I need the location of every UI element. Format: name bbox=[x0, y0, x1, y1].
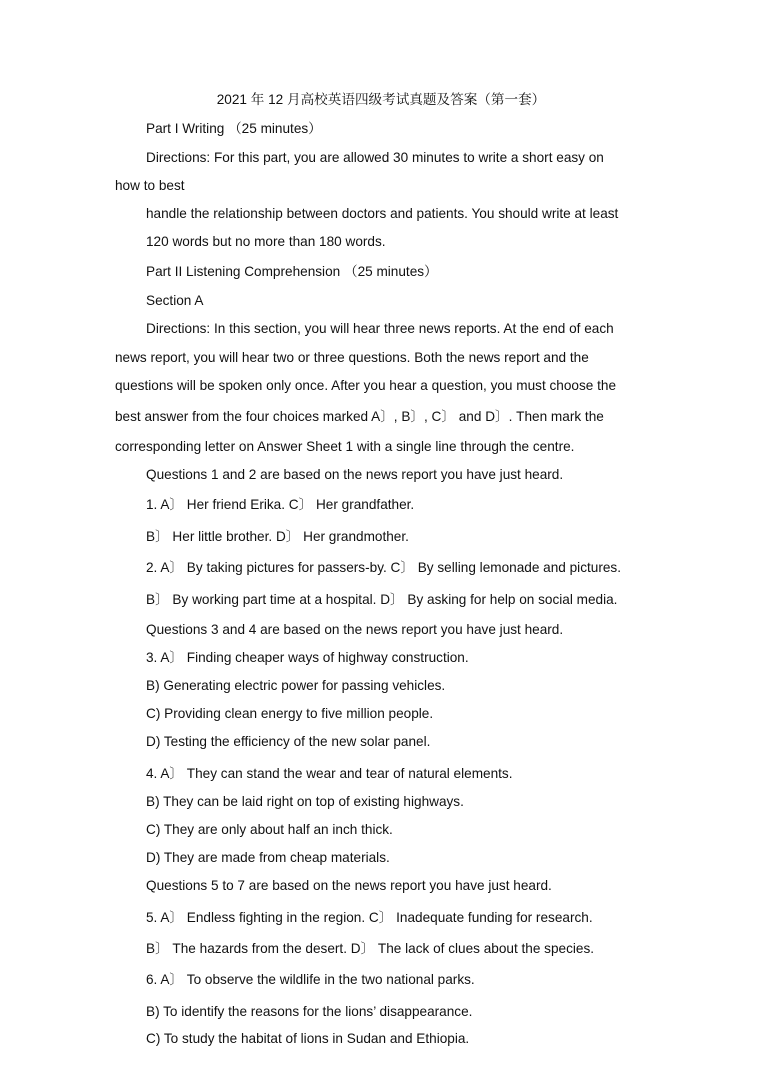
question-4-option: C) They are only about half an inch thick. bbox=[146, 822, 393, 837]
question-1-options: B〕 Her little brother. D〕 Her grandmother. bbox=[146, 529, 409, 544]
question-3-option: C) Providing clean energy to five million people. bbox=[146, 706, 434, 721]
listening-directions-line: best answer from the four choices marked A〕, B〕, C〕 and D〕. Then mark the bbox=[115, 409, 604, 424]
section-a-heading: Section A bbox=[146, 293, 204, 308]
question-4-option: D) They are made from cheap materials. bbox=[146, 850, 390, 865]
writing-directions-line: handle the relationship between doctors and patients. You should write at least bbox=[146, 206, 619, 221]
question-group-intro: Questions 1 and 2 are based on the news report you have just heard. bbox=[146, 467, 564, 482]
question-5-options: B〕 The hazards from the desert. D〕 The lack of clues about the species. bbox=[146, 941, 595, 956]
listening-directions-line: Directions: In this section, you will hear three news reports. At the end of each bbox=[146, 321, 614, 336]
question-3-option: D) Testing the efficiency of the new solar panel. bbox=[146, 734, 431, 749]
writing-directions-line: how to best bbox=[115, 178, 185, 193]
writing-directions-line: 120 words but no more than 180 words. bbox=[146, 234, 386, 249]
part1-heading: Part I Writing （25 minutes） bbox=[146, 121, 322, 136]
question-6-option: C) To study the habitat of lions in Sudan and Ethiopia. bbox=[146, 1031, 470, 1046]
question-group-intro: Questions 5 to 7 are based on the news report you have just heard. bbox=[146, 878, 552, 893]
question-3-option: 3. A〕 Finding cheaper ways of highway construction. bbox=[146, 650, 469, 665]
document-title: 2021 年 12 月高校英语四级考试真题及答案（第一套） bbox=[216, 92, 546, 107]
question-4-option: B) They can be laid right on top of existing highways. bbox=[146, 794, 464, 809]
question-2-options: 2. A〕 By taking pictures for passers-by. C〕 By selling lemonade and pictures. bbox=[146, 560, 621, 575]
writing-directions-line: Directions: For this part, you are allowed 30 minutes to write a short easy on bbox=[146, 150, 604, 165]
listening-directions-line: questions will be spoken only once. After you hear a question, you must choose the bbox=[115, 378, 617, 393]
listening-directions-line: news report, you will hear two or three questions. Both the news report and the bbox=[115, 350, 589, 365]
question-group-intro: Questions 3 and 4 are based on the news report you have just heard. bbox=[146, 622, 564, 637]
question-1-options: 1. A〕 Her friend Erika. C〕 Her grandfather. bbox=[146, 497, 415, 512]
question-4-option: 4. A〕 They can stand the wear and tear of natural elements. bbox=[146, 766, 513, 781]
listening-directions-line: corresponding letter on Answer Sheet 1 with a single line through the centre. bbox=[115, 439, 575, 454]
part2-heading: Part II Listening Comprehension （25 minutes） bbox=[146, 264, 438, 279]
question-5-options: 5. A〕 Endless fighting in the region. C〕 Inadequate funding for research. bbox=[146, 910, 593, 925]
question-6-option: 6. A〕 To observe the wildlife in the two national parks. bbox=[146, 972, 475, 987]
question-3-option: B) Generating electric power for passing vehicles. bbox=[146, 678, 446, 693]
question-2-options: B〕 By working part time at a hospital. D〕 By asking for help on social media. bbox=[146, 592, 618, 607]
question-6-option: B) To identify the reasons for the lions’ disappearance. bbox=[146, 1004, 473, 1019]
